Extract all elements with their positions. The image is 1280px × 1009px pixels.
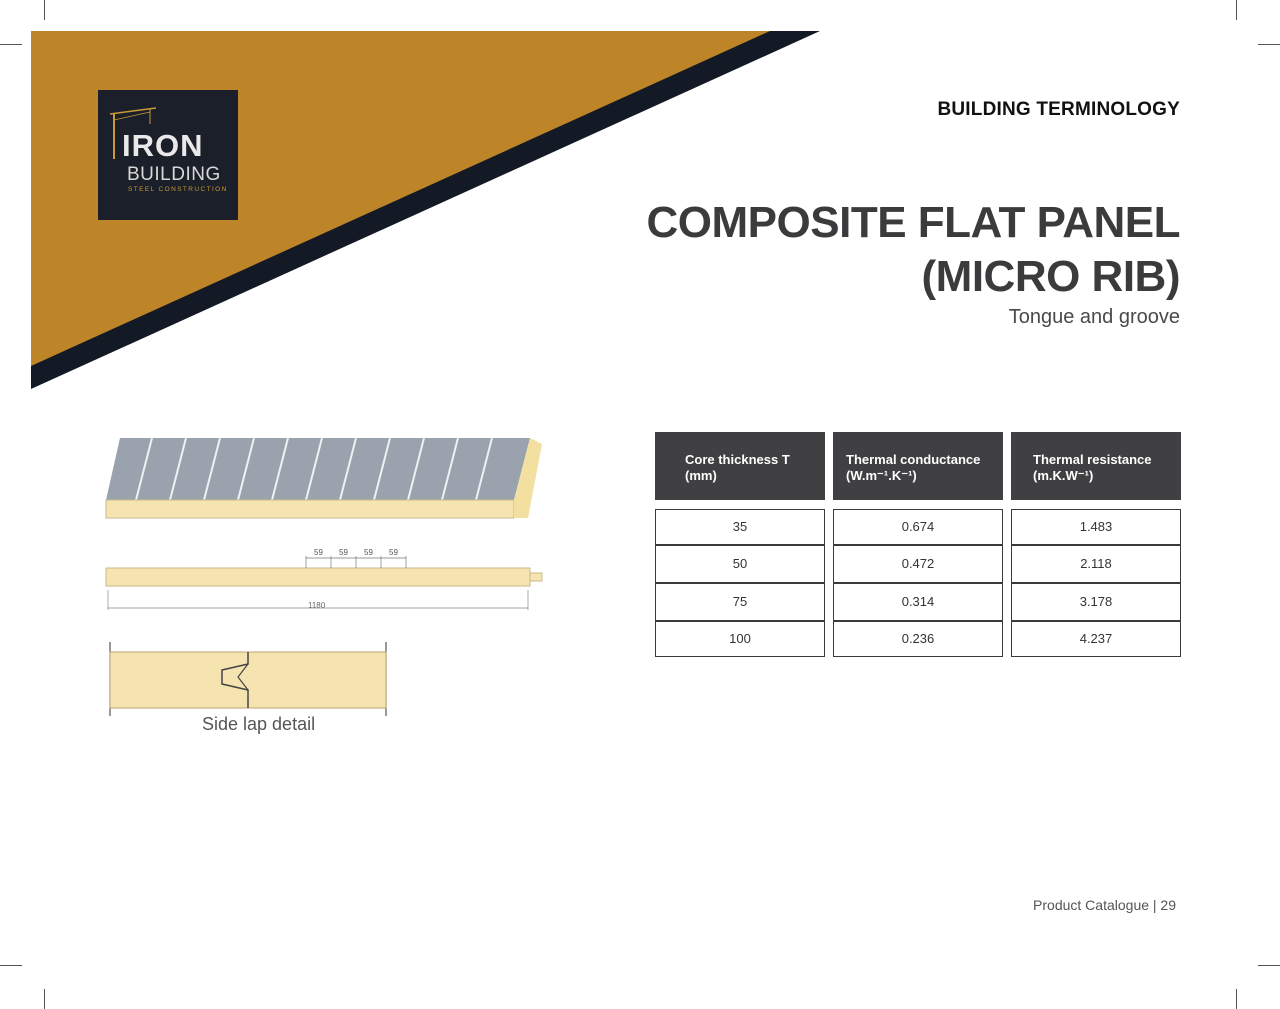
crop-mark (44, 989, 45, 1009)
table-header-thermal-resistance (1011, 432, 1181, 500)
header-line-2: (mm) (685, 468, 717, 483)
panel-section-core (106, 568, 530, 586)
table-header-thermal-conductance (833, 432, 1003, 500)
logo-wordmark-building: BUILDING (127, 164, 221, 185)
table-cell: 1.483 (1011, 509, 1181, 545)
rib-dim-label-3: 59 (364, 548, 373, 557)
table-cell: 0.472 (833, 545, 1003, 583)
table-header-core-thickness (655, 432, 825, 500)
table-cell: 50 (655, 545, 825, 583)
header-line-2: (W.m⁻¹.K⁻¹) (846, 468, 917, 483)
section-label: BUILDING TERMINOLOGY (937, 99, 1180, 120)
panel-diagram (100, 430, 550, 740)
table-cell: 0.674 (833, 509, 1003, 545)
crop-mark (1258, 965, 1280, 966)
panel-top-face (106, 438, 530, 500)
company-logo (98, 90, 238, 220)
header-line-1: Core thickness T (685, 452, 790, 467)
side-lap-caption: Side lap detail (202, 714, 316, 734)
header-line-1: Thermal conductance (846, 452, 981, 467)
table-cell: 35 (655, 509, 825, 545)
crop-mark (0, 965, 22, 966)
header-line-1: Thermal resistance (1033, 452, 1152, 467)
table-cell: 2.118 (1011, 545, 1181, 583)
panel-section-tongue (530, 573, 542, 581)
table-cell: 4.237 (1011, 621, 1181, 657)
page-title-line-2: (MICRO RIB) (921, 252, 1180, 301)
rib-dim-label-2: 59 (339, 548, 348, 557)
table-cell: 75 (655, 583, 825, 621)
width-dim-label: 1180 (308, 601, 326, 610)
crop-mark (1236, 989, 1237, 1009)
rib-dim-label-1: 59 (314, 548, 323, 557)
rib-dimension-marks (306, 556, 406, 568)
table-cell: 100 (655, 621, 825, 657)
panel-core (106, 500, 514, 518)
logo-wordmark-iron: IRON (122, 128, 204, 163)
page-subtitle: Tongue and groove (1008, 306, 1180, 328)
page-title-line-1: COMPOSITE FLAT PANEL (646, 198, 1180, 247)
page-title (560, 196, 1180, 304)
logo-tagline: STEEL CONSTRUCTION (128, 186, 228, 193)
header-line-2: (m.K.W⁻¹) (1033, 468, 1094, 483)
table-cell: 3.178 (1011, 583, 1181, 621)
rib-dim-label-4: 59 (389, 548, 398, 557)
table-cell: 0.236 (833, 621, 1003, 657)
table-cell: 0.314 (833, 583, 1003, 621)
page-footer: Product Catalogue | 29 (1033, 897, 1176, 913)
